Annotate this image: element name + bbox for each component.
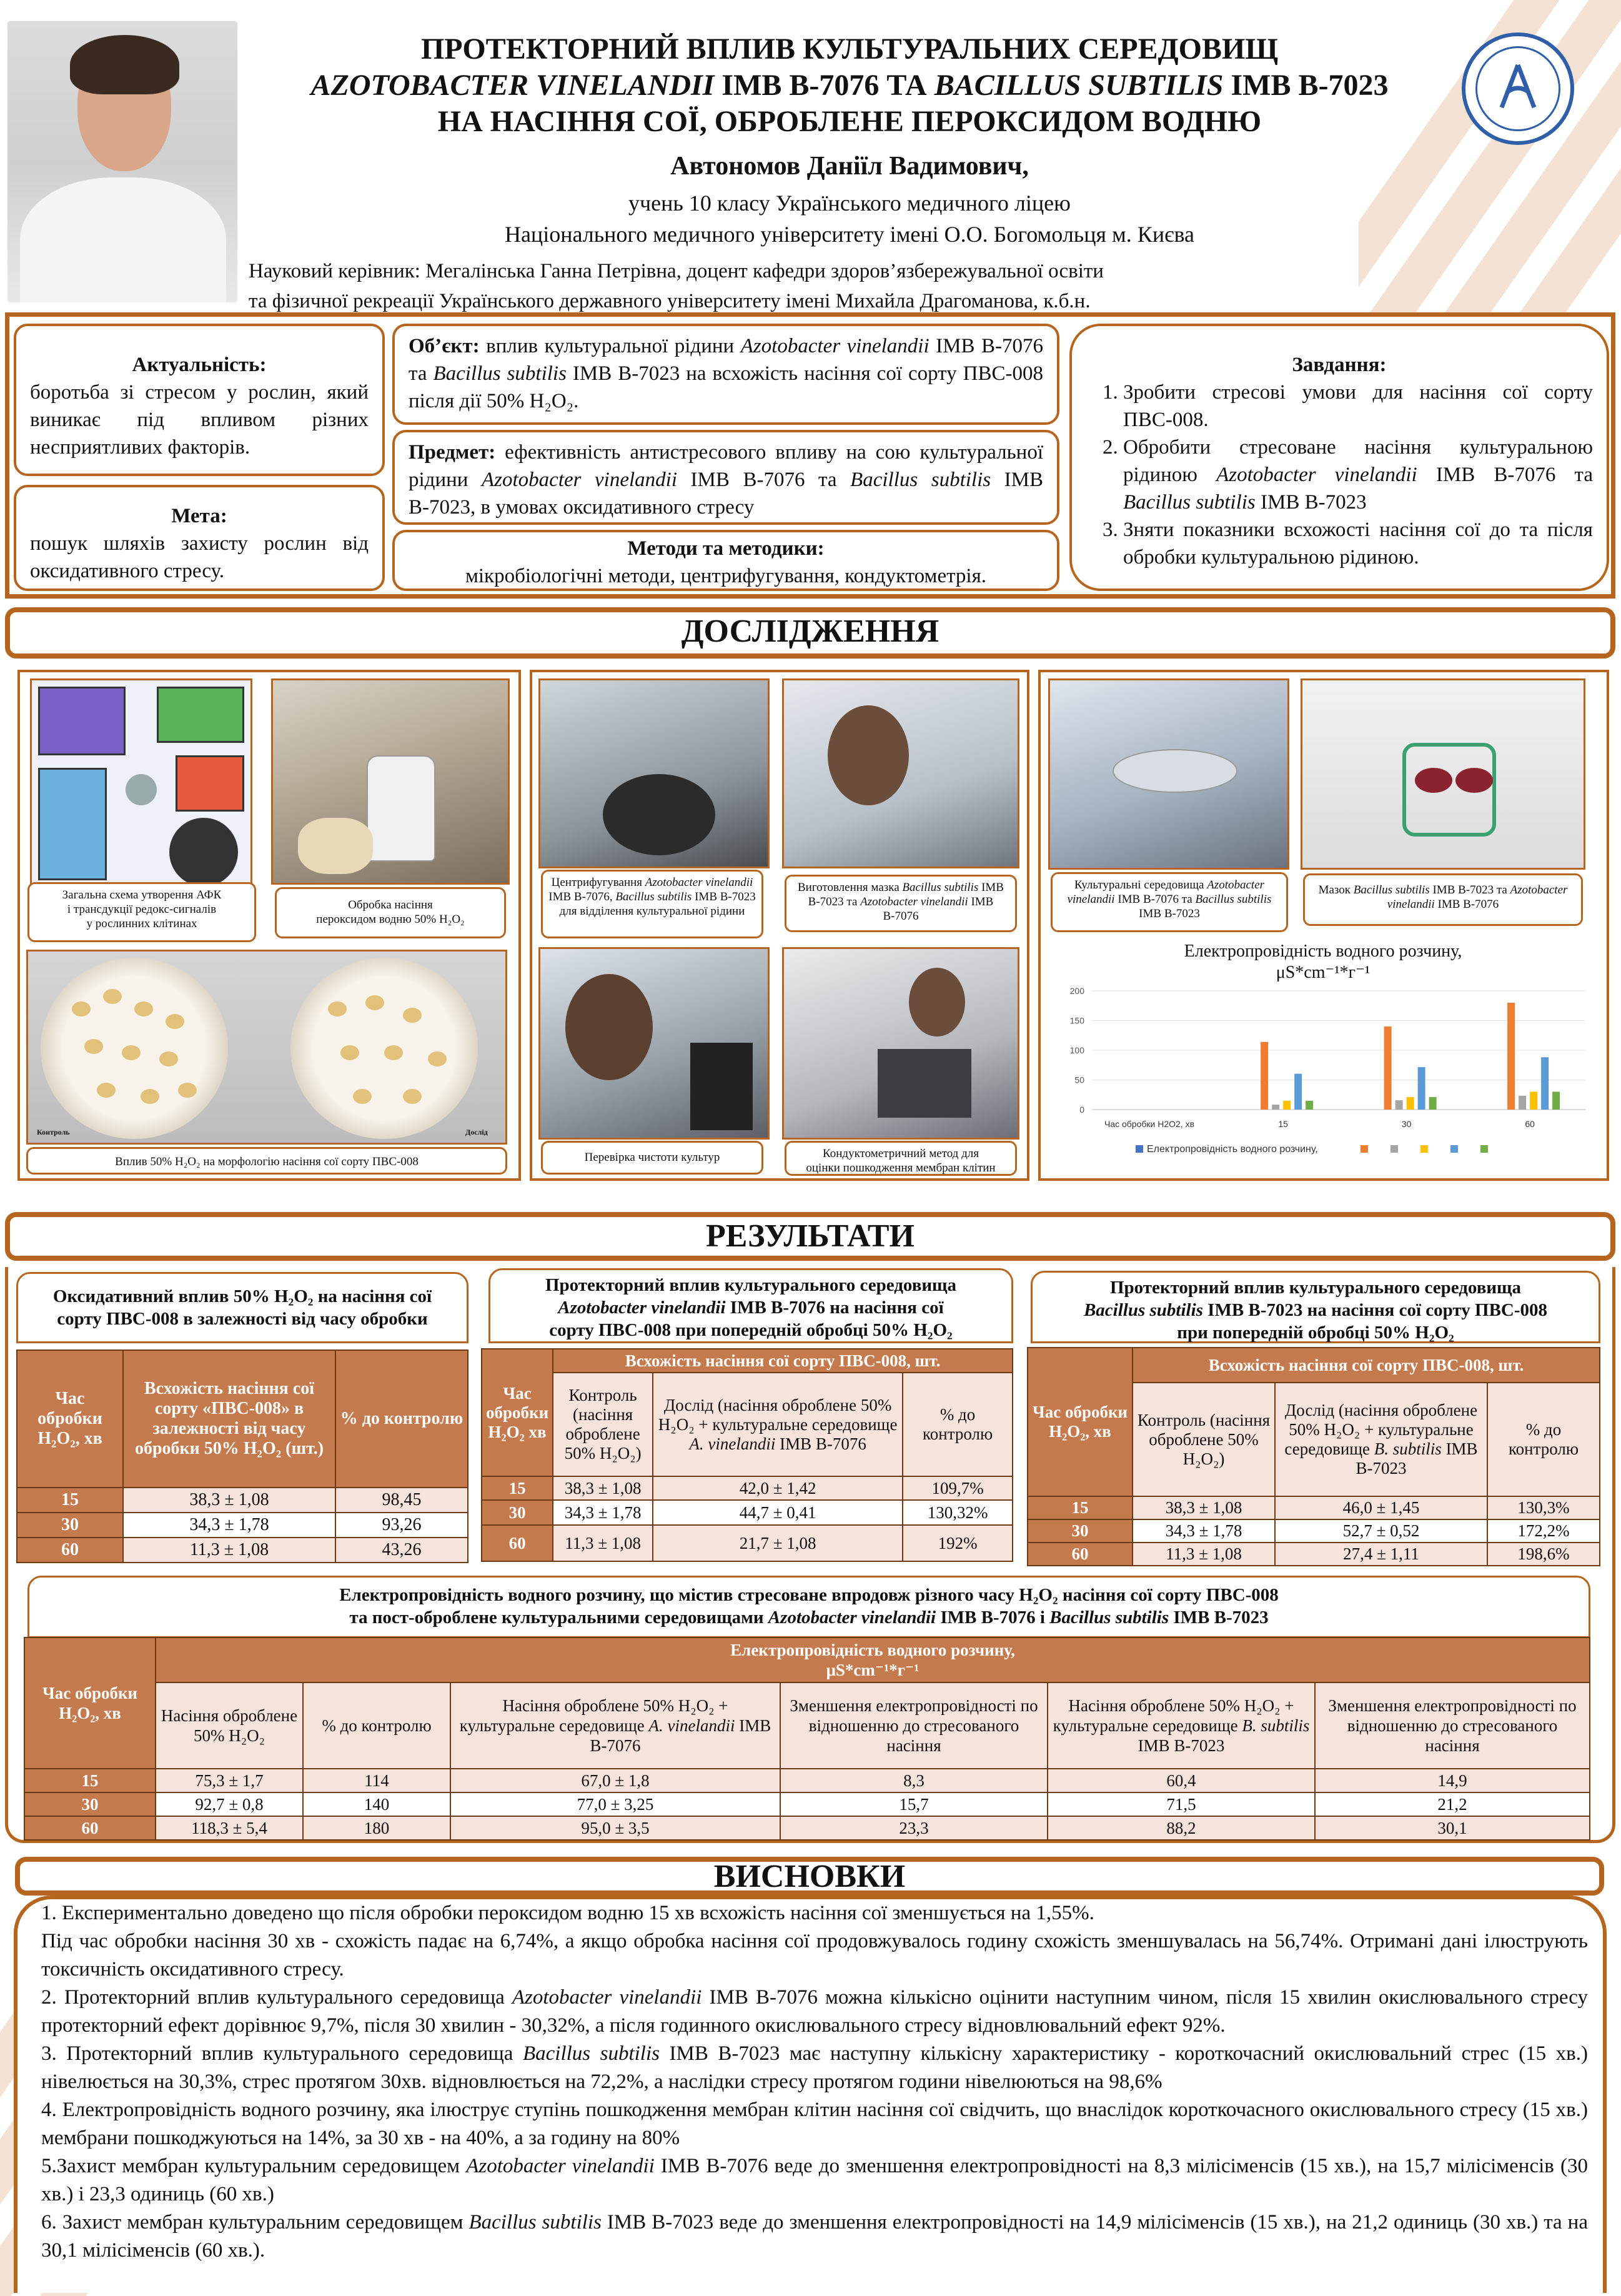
table4 bbox=[24, 1637, 1590, 1841]
chart-bar bbox=[1294, 1074, 1302, 1110]
t3-header-time: Час обробки H₂O₂, хв bbox=[1028, 1348, 1133, 1496]
t4-header-percent: % до контролю bbox=[303, 1682, 450, 1769]
table3-title: Протекторний вплив культурального середовища Bacillus subtilis ІМВ В-7023 на насіння сої сорту ПВС-008 при попередній обробці 50% H₂O₂ bbox=[1031, 1271, 1600, 1343]
table-row: 15 38,3 ± 1,08 46,0 ± 1,45 130,3% bbox=[1028, 1496, 1600, 1519]
conclusion-item: 2. Протекторний вплив культурального середовища Azotobacter vinelandii ІМВ В-7076 можна кількісно оцінити наступним чином, після 15 хвилин окислювального стресу протекторний ефект дорівнює 9,7%, після 30 хвилин - 30,32%, а після годинного окислювального стресу відновлювальний ефект 92%. bbox=[41, 1986, 1588, 2037]
author-affiliation: учень 10 класу Українського медичного ліцею Національного медичного університету імені О.О. Богомольця м. Києва bbox=[504, 191, 1195, 247]
t1-header-percent: % до контролю bbox=[335, 1350, 468, 1488]
conclusions-banner: ВИСНОВКИ bbox=[15, 1857, 1604, 1896]
legend-label: Електропровідність водного розчину, bbox=[1147, 1144, 1318, 1155]
smear-preparation-photo bbox=[782, 678, 1019, 868]
t3-header-control: Контроль (насіння оброблене 50% H₂O₂) bbox=[1133, 1383, 1275, 1496]
table-row: 60 118,3 ± 5,4 180 95,0 ± 3,5 23,3 88,2 30,1 bbox=[24, 1816, 1590, 1840]
research-banner: ДОСЛІДЖЕННЯ bbox=[5, 607, 1615, 658]
legend-swatch bbox=[1361, 1145, 1368, 1153]
chart-bar bbox=[1519, 1096, 1526, 1110]
legend-swatch bbox=[1136, 1145, 1143, 1153]
centrifuge-photo bbox=[538, 678, 770, 868]
poster-title: ПРОТЕКТОРНИЙ ВПЛИВ КУЛЬТУРАЛЬНИХ СЕРЕДОВИЩ AZOTOBACTER VINELANDII ІМВ В-7076 ТА BACILLUS SUBTILIS ІМВ В-7023 НА НАСІННЯ СОЇ, ОБРОБЛЕНЕ ПЕРОКСИДОМ ВОДНЮ bbox=[310, 32, 1389, 138]
methods-box bbox=[392, 530, 1059, 591]
t2-header-group: Всхожість насіння сої сорту ПВС-008, шт. bbox=[553, 1349, 1013, 1373]
table-row: 60 11,3 ± 1,08 43,26 bbox=[17, 1538, 468, 1563]
t2-header-control: Контроль (насіння оброблене 50% H₂O₂) bbox=[553, 1373, 653, 1476]
table-row: 30 34,3 ± 1,78 52,7 ± 0,52 172,2% bbox=[1028, 1519, 1600, 1543]
t4-header-reduction-b: Зменшення електропровідності по відношенню до стресованого насіння bbox=[1315, 1682, 1590, 1769]
results-banner: РЕЗУЛЬТАТИ bbox=[5, 1212, 1615, 1261]
table-row: 60 11,3 ± 1,08 27,4 ± 1,11 198,6% bbox=[1028, 1543, 1600, 1566]
y-tick-label: 50 bbox=[1074, 1075, 1084, 1085]
table-row: 30 34,3 ± 1,78 93,26 bbox=[17, 1513, 468, 1538]
x-tick-label: 30 bbox=[1401, 1119, 1412, 1129]
t2-header-experiment: Дослід (насіння оброблене 50% H₂O₂ + культуральне середовище A. vinelandii ІМВ В-7076 bbox=[653, 1373, 903, 1476]
caption-smear: Виготовлення мазка Bacillus subtilis ІМВ В-7023 та Azotobacter vinelandii ІМВ В-7076 bbox=[785, 875, 1017, 932]
chart-bar bbox=[1306, 1101, 1313, 1110]
conductivity-chart bbox=[1048, 941, 1598, 1175]
object-box: Об’єкт: вплив культуральної рідини Azotobacter vinelandii ІМВ В-7076 та Bacillus subtilis ІМВ В-7023 на всхожість насіння сої сорту ПВС-008 після дії 50% H₂O₂. bbox=[392, 324, 1059, 425]
y-tick-label: 0 bbox=[1079, 1105, 1084, 1115]
table2-title: Протекторний вплив культурального середовища Azotobacter vinelandii ІМВ В-7076 на насіння сої сорту ПВС-008 при попередній обробці 50% H₂O₂ bbox=[488, 1268, 1013, 1343]
chart-bar bbox=[1407, 1097, 1414, 1110]
table1-title: Оксидативний вплив 50% H₂O₂ на насіння сої сорту ПВС-008 в залежності від часу обробки bbox=[16, 1272, 468, 1343]
tasks-box bbox=[1069, 324, 1609, 591]
y-tick-label: 200 bbox=[1069, 986, 1084, 996]
caption-seed-treatment: Обробка насіння пероксидом водню 50% H₂O₂ bbox=[275, 887, 506, 938]
t4-header-group: Електропровідність водного розчину, μS*cm⁻¹*г⁻¹ bbox=[156, 1638, 1590, 1682]
task-item: 1. Зробити стресові умови для насіння сої сорту ПВС-008. bbox=[1123, 379, 1593, 434]
conclusion-item: Під час обробки насіння 30 хв - схожість падає на 6,74%, а якщо обробка насіння сої продовжувалось годину схожість зменшувалась на 56,74%. Отримані дані ілюструють токсичність оксидативного стресу. bbox=[41, 1930, 1588, 1980]
t3-header-group: Всхожість насіння сої сорту ПВС-008, шт. bbox=[1133, 1348, 1600, 1383]
caption-smear-slide: Мазок Bacillus subtilis ІМВ В-7023 та Azotobacter vinelandii ІМВ В-7076 bbox=[1303, 873, 1583, 926]
table-row: 15 38,3 ± 1,08 42,0 ± 1,42 109,7% bbox=[482, 1476, 1013, 1500]
caption-culture-purity: Перевірка чистоти культур bbox=[541, 1141, 763, 1175]
table1 bbox=[16, 1349, 468, 1563]
x-tick-label: 15 bbox=[1278, 1119, 1288, 1129]
chart-bar bbox=[1283, 1101, 1291, 1110]
culture-media-photo bbox=[1048, 678, 1289, 870]
t4-header-reduction-a: Зменшення електропровідності по відношенню до стресованого насіння bbox=[780, 1682, 1048, 1769]
table4-title: Електропровідність водного розчину, що містив стресоване впродовж різного часу H₂O₂ насіння сої сорту ПВС-008 та пост-оброблене культуральними середовищами Azotobacter vinelandii ІМВ В-7076 і Bacillus subtilis ІМВ В-7023 bbox=[27, 1576, 1590, 1638]
table2 bbox=[481, 1348, 1013, 1562]
subject-box: Предмет: ефективність антистресового впливу на сою культуральної рідини Azotobacter vinelandii ІМВ В-7076 та Bacillus subtilis ІМВ В-7023, в умовах оксидативного стресу bbox=[392, 430, 1059, 525]
relevance-box bbox=[14, 324, 385, 476]
chart-title: Електропровідність водного розчину, μS*cm⁻¹*г⁻¹ bbox=[1184, 942, 1462, 982]
petri-label-control: Контроль bbox=[37, 1128, 70, 1136]
conclusion-item: 5.Захист мембран культуральним середовищем Azotobacter vinelandii ІМВ В-7076 веде до зменшення електропровідності на 8,3 мілісіменсів (15 хв.), на 15,7 мілісіменсів (30 хв.) і 23,3 одиниць (60 хв.) bbox=[41, 2155, 1588, 2205]
t4-header-bacillus: Насіння оброблене 50% H₂O₂ + культуральне середовище B. subtilis ІМВ В-7023 bbox=[1048, 1682, 1315, 1769]
goal-text: пошук шляхів захисту рослин від оксидативного стресу. bbox=[30, 532, 369, 582]
table3 bbox=[1027, 1347, 1600, 1566]
t2-header-time: Час обробки H₂O₂ хв bbox=[482, 1349, 553, 1476]
t3-header-percent: % до контролю bbox=[1487, 1383, 1600, 1496]
task-item: 3. Зняти показники всхожості насіння сої до та після обробки культуральною рідиною. bbox=[1123, 516, 1593, 571]
table-row: 30 34,3 ± 1,78 44,7 ± 0,41 130,32% bbox=[482, 1500, 1013, 1525]
relevance-title: Актуальність: bbox=[132, 354, 267, 376]
legend-swatch bbox=[1480, 1145, 1488, 1153]
table-row: 15 75,3 ± 1,7 114 67,0 ± 1,8 8,3 60,4 14,9 bbox=[24, 1769, 1590, 1792]
author-photo bbox=[7, 21, 237, 302]
x-tick-label: 60 bbox=[1525, 1119, 1535, 1129]
conclusions-text bbox=[41, 1899, 1588, 2265]
t1-header-germination: Всхожість насіння сої сорту «ПВС-008» в залежності від часу обробки 50% H₂O₂ (шт.) bbox=[123, 1350, 335, 1488]
petri-dishes-photo bbox=[26, 950, 507, 1145]
chart-bar bbox=[1261, 1042, 1268, 1110]
academy-logo bbox=[1462, 32, 1574, 145]
chart-bar bbox=[1507, 1003, 1515, 1110]
t2-header-percent: % до контролю bbox=[903, 1373, 1013, 1476]
caption-centrifuge: Центрифугування Azotobacter vinelandii ІМВ В-7076, Bacillus subtilis ІМВ В-7023 для відділення культуральної рідини bbox=[541, 870, 763, 938]
caption-culture-media: Культуральні середовища Azotobacter vinelandii ІМВ В-7076 та Bacillus subtilis ІМВ В-7023 bbox=[1051, 872, 1288, 932]
chart-bar bbox=[1530, 1091, 1537, 1110]
goal-title: Мета: bbox=[171, 505, 227, 527]
t4-header-azotobacter: Насіння оброблене 50% H₂O₂ + культуральне середовище A. vinelandii ІМВ В-7076 bbox=[450, 1682, 780, 1769]
legend-swatch bbox=[1450, 1145, 1458, 1153]
methods-title: Методи та методики: bbox=[627, 537, 825, 560]
ros-scheme-image bbox=[30, 678, 252, 891]
tasks-title: Завдання: bbox=[1292, 354, 1387, 376]
chart-svg bbox=[1048, 985, 1598, 1172]
conclusion-item: 3. Протекторний вплив культурального середовища Bacillus subtilis ІМВ В-7023 має наступну кількісну характеристику - короткочасний окислювальний стрес (15 хв.) нівелюється на 30,3%, стрес протягом 30хв. відновлюється на 72,2%, а наслідки стресу протягом години нівелюються на 98,6% bbox=[41, 2042, 1589, 2093]
table-row: 60 11,3 ± 1,08 21,7 ± 1,08 192% bbox=[482, 1525, 1013, 1561]
smear-slide-photo bbox=[1301, 678, 1585, 870]
caption-ros-scheme: Загальна схема утворення АФК і трансдукції редокс-сигналів у рослинних клітинах bbox=[27, 882, 256, 942]
relevance-text: боротьба зі стресом у рослин, який виникає під впливом різних несприятливих факторів. bbox=[30, 381, 369, 459]
y-tick-label: 100 bbox=[1069, 1045, 1084, 1055]
chart-bar bbox=[1541, 1057, 1549, 1110]
author-name: Автономов Даніїл Вадимович, bbox=[670, 152, 1029, 181]
legend-swatch bbox=[1420, 1145, 1428, 1153]
caption-petri-dishes: Вплив 50% H₂O₂ на морфологію насіння сої сорту ПВС-008 bbox=[26, 1147, 507, 1175]
t1-header-time: Час обробки H₂O₂, хв bbox=[17, 1350, 123, 1488]
supervisor: Науковий керівник: Мегалінська Ганна Петрівна, доцент кафедри здоров’язбережувальної освіти та фізичної рекреації Українського державного університету імені Михайла Драгоманова, к.б.н. bbox=[249, 260, 1104, 312]
chart-bar bbox=[1384, 1026, 1392, 1110]
t4-header-time: Час обробки H₂O₂, хв bbox=[24, 1638, 156, 1769]
chart-bar bbox=[1395, 1100, 1403, 1110]
table-row: 30 92,7 ± 0,8 140 77,0 ± 3,25 15,7 71,5 21,2 bbox=[24, 1792, 1590, 1816]
academy-logo-mark-icon bbox=[1498, 61, 1538, 111]
chart-bar bbox=[1418, 1067, 1425, 1110]
conclusion-item: 6. Захист мембран культуральним середовищем Bacillus subtilis ІМВ В-7023 веде до зменшення електропровідності на 14,9 мілісіменсів (15 хв.), на 21,2 одиниць (30 хв.) та на 30,1 мілісіменсів (60 хв.). bbox=[41, 2211, 1588, 2262]
conductometry-photo bbox=[782, 947, 1019, 1140]
t4-header-treated: Насіння оброблене 50% H₂O₂ bbox=[156, 1682, 303, 1769]
petri-label-experiment: Дослід bbox=[465, 1128, 488, 1136]
culture-purity-photo bbox=[538, 947, 770, 1140]
legend-swatch bbox=[1390, 1145, 1398, 1153]
caption-conductometry: Кондуктометричний метод для оцінки пошкодження мембран клітин bbox=[785, 1141, 1017, 1176]
task-item: 2. Обробити стресоване насіння культуральною рідиною Azotobacter vinelandii ІМВ В-7076 та Bacillus subtilis ІМВ В-7023 bbox=[1123, 434, 1593, 516]
x-tick-label: Час обробки H2O2, хв bbox=[1104, 1119, 1195, 1129]
goal-box bbox=[14, 485, 385, 591]
methods-text: мікробіологічні методи, центрифугування, кондуктометрія. bbox=[465, 565, 987, 587]
chart-bar bbox=[1429, 1097, 1437, 1110]
seed-treatment-photo bbox=[271, 678, 510, 885]
table-row: 15 38,3 ± 1,08 98,45 bbox=[17, 1488, 468, 1513]
t3-header-experiment: Дослід (насіння оброблене 50% H₂O₂ + культуральне середовище B. subtilis ІМВ В-7023 bbox=[1275, 1383, 1487, 1496]
chart-bar bbox=[1272, 1105, 1279, 1110]
conclusion-item: 4. Електропровідність водного розчину, яка ілюструє ступінь пошкодження мембран клітин насіння сої свідчить, що внаслідок короткочасного окислювального стресу (15 хв.) мембрани пошкоджуються на 14%, за 30 хв - на 40%, а за годину на 80% bbox=[41, 2099, 1588, 2149]
chart-bar bbox=[1552, 1091, 1560, 1110]
conclusion-item: 1. Експериментально доведено що після обробки пероксидом водню 15 хв всхожість насіння сої зменшується на 1,55%. bbox=[41, 1902, 1094, 1924]
y-tick-label: 150 bbox=[1069, 1015, 1084, 1026]
